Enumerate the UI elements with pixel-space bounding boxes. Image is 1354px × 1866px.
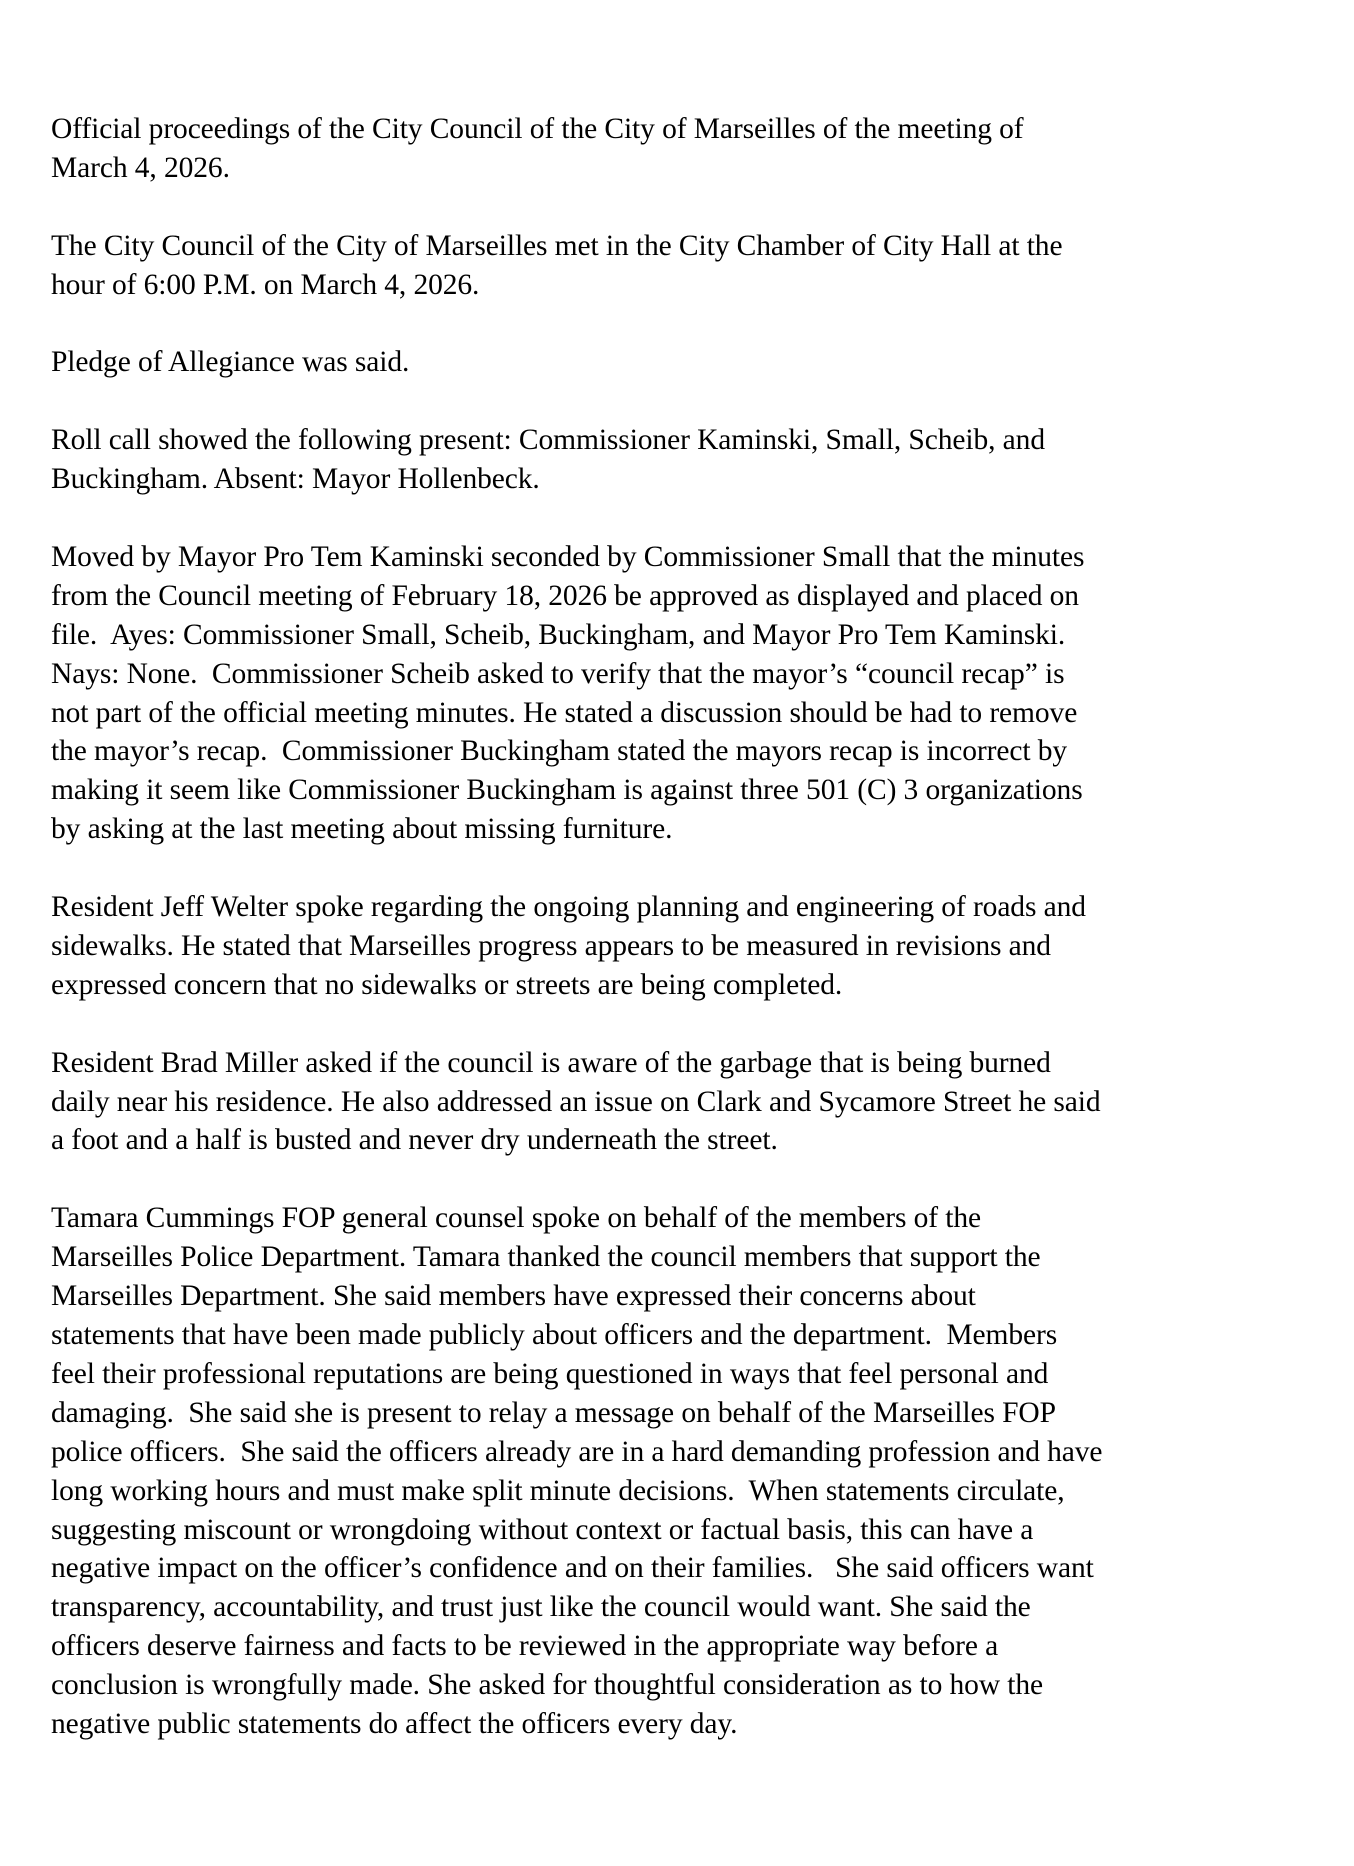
text-line: not part of the official meeting minutes. He stated a discussion should be had to remove <box>51 696 1078 729</box>
text-line: Pledge of Allegiance was said. <box>51 346 410 379</box>
text-line: Marseilles Police Department. Tamara thanked the council members that support the <box>51 1241 1041 1274</box>
text-line: daily near his residence. He also addressed an issue on Clark and Sycamore Street he said <box>51 1085 1101 1118</box>
text-line: negative public statements do affect the officers every day. <box>51 1708 738 1741</box>
text-line: long working hours and must make split minute decisions. When statements circulate, <box>51 1474 1065 1507</box>
text-line: a foot and a half is busted and never dry underneath the street. <box>51 1124 778 1157</box>
text-line: from the Council meeting of February 18, 2026 be approved as displayed and placed on <box>51 579 1079 612</box>
paragraph-jeff-welter <box>51 888 1341 1005</box>
text-line: making it seem like Commissioner Buckingham is against three 501 (C) 3 organizations <box>51 774 1083 807</box>
paragraph-opening <box>51 110 1341 188</box>
text-line: file. Ayes: Commissioner Small, Scheib, Buckingham, and Mayor Pro Tem Kaminski. <box>51 618 1066 651</box>
text-line: suggesting miscount or wrongdoing without context or factual basis, this can have a <box>51 1513 1034 1546</box>
text-line: police officers. She said the officers already are in a hard demanding profession and have <box>51 1435 1103 1468</box>
text-line: March 4, 2026. <box>51 151 230 184</box>
text-line: Nays: None. Commissioner Scheib asked to verify that the mayor’s “council recap” is <box>51 657 1065 690</box>
paragraph-meeting-time <box>51 227 1341 305</box>
text-line: sidewalks. He stated that Marseilles progress appears to be measured in revisions and <box>51 929 1051 962</box>
text-line: transparency, accountability, and trust just like the council would want. She said the <box>51 1591 1031 1624</box>
paragraph-brad-miller <box>51 1044 1341 1161</box>
text-line: Resident Brad Miller asked if the council is aware of the garbage that is being burned <box>51 1046 1051 1079</box>
text-line: expressed concern that no sidewalks or streets are being completed. <box>51 968 843 1001</box>
text-line: feel their professional reputations are being questioned in ways that feel personal and <box>51 1357 1049 1390</box>
text-line: by asking at the last meeting about missing furniture. <box>51 813 673 846</box>
paragraph-roll-call <box>51 421 1341 499</box>
text-line: Buckingham. Absent: Mayor Hollenbeck. <box>51 463 540 496</box>
text-line: negative impact on the officer’s confidence and on their families. She said officers want <box>51 1552 1094 1585</box>
text-line: Official proceedings of the City Council of the City of Marseilles of the meeting of <box>51 113 1024 145</box>
text-line: Roll call showed the following present: Commissioner Kaminski, Small, Scheib, and <box>51 424 1045 457</box>
paragraph-tamara-cummings <box>51 1199 1341 1744</box>
paragraph-pledge <box>51 343 1341 382</box>
text-line: Resident Jeff Welter spoke regarding the ongoing planning and engineering of roads and <box>51 891 1086 924</box>
text-line: The City Council of the City of Marseilles met in the City Chamber of City Hall at the <box>51 229 1063 262</box>
text-line: officers deserve fairness and facts to be reviewed in the appropriate way before a <box>51 1630 999 1663</box>
document-page <box>51 110 1341 1783</box>
text-line: Tamara Cummings FOP general counsel spoke on behalf of the members of the <box>51 1202 982 1235</box>
text-line: conclusion is wrongfully made. She asked for thoughtful consideration as to how the <box>51 1669 1044 1702</box>
text-line: Marseilles Department. She said members have expressed their concerns about <box>51 1280 976 1313</box>
text-line: hour of 6:00 P.M. on March 4, 2026. <box>51 268 480 301</box>
text-line: Moved by Mayor Pro Tem Kaminski seconded by Commissioner Small that the minutes <box>51 540 1085 573</box>
text-line: the mayor’s recap. Commissioner Buckingham stated the mayors recap is incorrect by <box>51 735 1067 768</box>
text-line: statements that have been made publicly about officers and the department. Members <box>51 1318 1058 1351</box>
paragraph-minutes-approval <box>51 538 1341 849</box>
text-line: damaging. She said she is present to relay a message on behalf of the Marseilles FOP <box>51 1396 1056 1429</box>
